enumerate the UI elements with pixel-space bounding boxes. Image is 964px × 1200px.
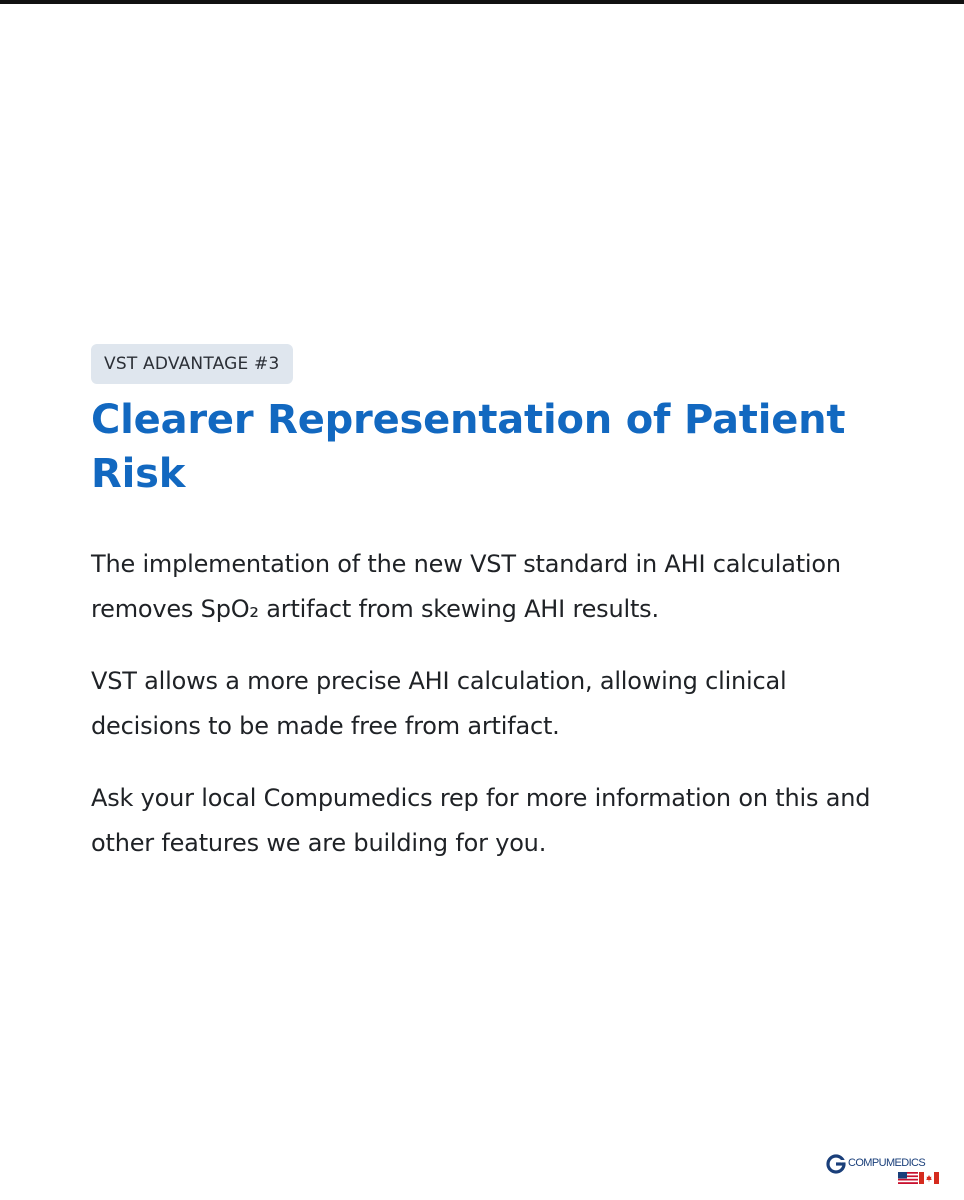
compumedics-logo — [826, 1152, 940, 1188]
body-paragraph-2: VST allows a more precise AHI calculation, allowing clinical decisions to be made free from artifact. — [91, 667, 787, 740]
logo-wordmark: COMPUMEDICS — [848, 1157, 926, 1169]
canada-flag-icon — [919, 1172, 939, 1184]
advantage-badge: VST ADVANTAGE #3 — [91, 344, 293, 384]
top-border — [0, 0, 964, 4]
page-title: Clearer Representation of Patient Risk — [91, 397, 846, 497]
us-flag-icon — [898, 1172, 918, 1184]
compumedics-logo-icon — [826, 1154, 846, 1174]
advantage-card — [91, 344, 891, 866]
body-paragraph-1: The implementation of the new VST standard in AHI calculation removes SpO₂ artifact from skewing AHI results. — [91, 550, 841, 623]
body-paragraph-3: Ask your local Compumedics rep for more information on this and other features we are building for you. — [91, 784, 871, 857]
